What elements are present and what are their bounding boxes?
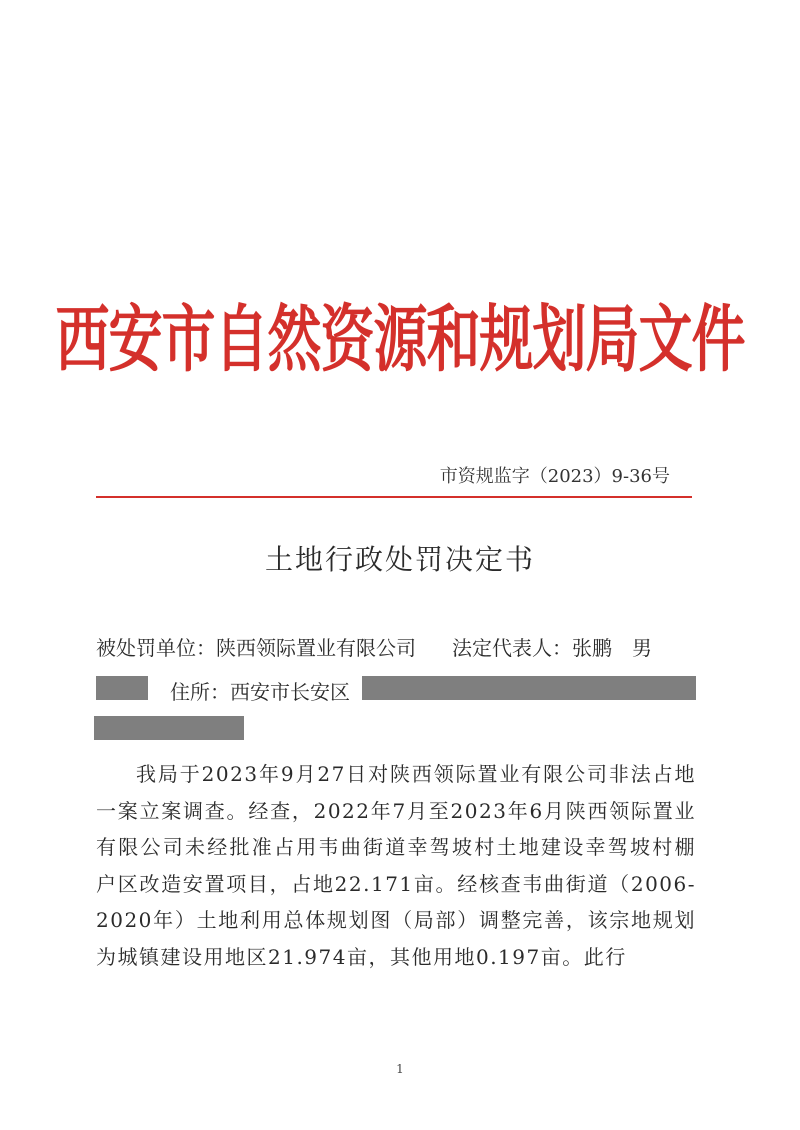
address-line [170,676,350,705]
legal-rep-label: 法定代表人： [452,636,572,660]
legal-rep-gender: 男 [632,636,652,660]
penalized-party-line [96,632,652,661]
redaction-block-address-cont [94,716,244,740]
header-divider [96,496,692,498]
agency-header-title: 西安市自然资源和规划局文件 [55,296,745,382]
decision-body-paragraph: 我局于2023年9月27日对陕西领际置业有限公司非法占地一案立案调查。经查，2022年7月至2023年6月陕西领际置业有限公司未经批准占用韦曲街道幸驾坡村土地建设幸驾坡村棚户区改造安置项目，占地22.171亩。经核查韦曲街道（2006-2020年）土地利用总体规划图（局部）调整完善，该宗地规划为城镇建设用地区21.974亩，其他用地0.197亩。此行 [96,762,696,969]
party-name: 陕西领际置业有限公司 [216,636,416,660]
redaction-block-id [96,676,148,700]
redaction-block-address [362,676,696,700]
document-number: 市资规监字（2023）9-36号 [439,466,670,487]
address-label: 住所： [170,680,230,704]
party-label: 被处罚单位： [96,636,216,660]
document-title: 土地行政处罚决定书 [264,543,535,576]
address-value: 西安市长安区 [230,680,350,704]
page-number: 1 [396,1062,404,1076]
legal-rep-name: 张鹏 [572,636,612,660]
